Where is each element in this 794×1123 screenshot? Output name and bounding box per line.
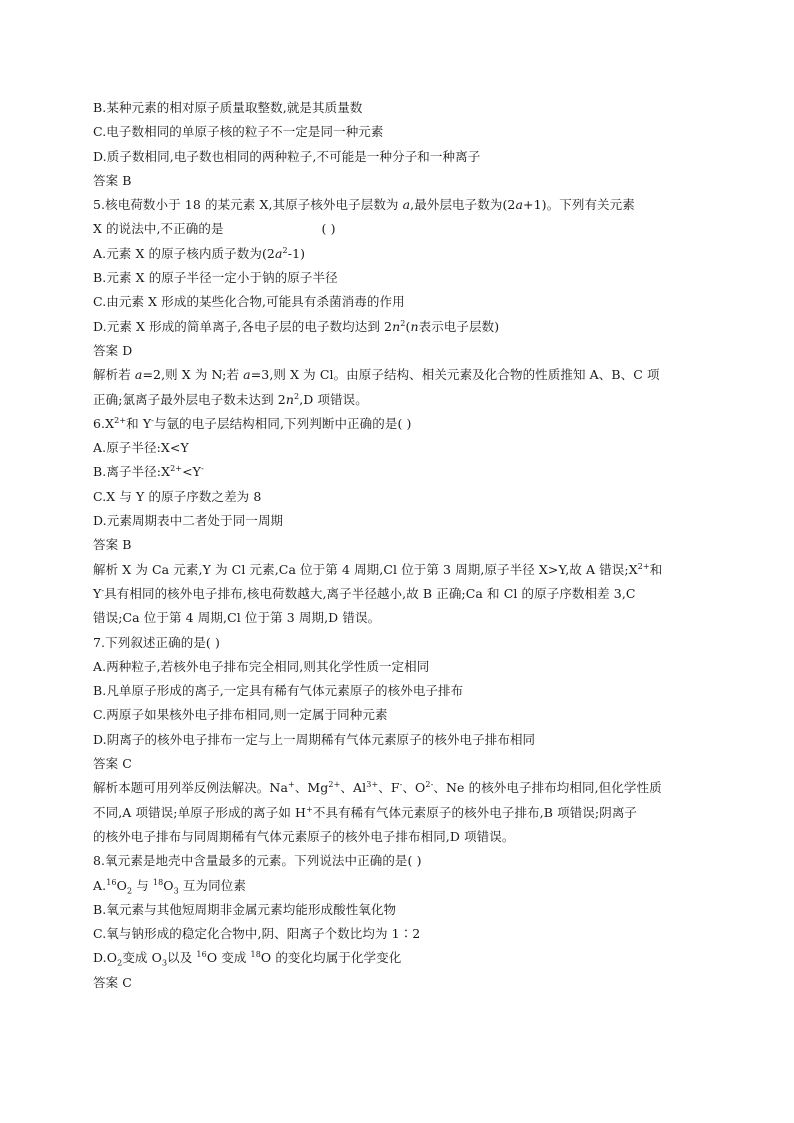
q6-option-d: D.元素周期表中二者处于同一周期 [93,513,284,529]
q7-al-charge: 3+ [366,780,379,790]
q6-y-charge: - [151,415,154,425]
q8-o16-mass: 16 [106,877,117,887]
q5-option-a-text: A.元素 X 的原子核内质子数为(2 [93,245,275,261]
q5-explain-exp: 2 [294,391,300,401]
q6-option-b [93,460,708,484]
q7-h-charge: + [306,804,313,814]
q5-option-a-post: -1) [287,245,306,261]
q8-option-d-text-4: O 变成 [206,950,251,966]
q6-explain-and: 和 [649,561,663,577]
q8-o3-symbol: O [163,877,174,893]
q8-option-a-post: 互为同位素 [178,877,246,893]
q5-option-a [93,242,708,266]
q5-option-d [93,315,708,339]
q5-stem-text: 5.核电荷数小于 18 的某元素 X,其原子核外电子层数为 [93,197,403,213]
q5-answer: 答案 D [93,342,133,358]
q8-option-d-text-5: O 的变化均属于化学变化 [260,950,402,966]
q7-mg-charge: 2+ [328,780,341,790]
q8-option-c: C.氧与钠形成的稳定化合物中,阴、阳离子个数比均为 1∶2 [93,926,421,942]
q6-stem-post: 与氩的电子层结构相同,下列判断中正确的是( ) [153,415,412,431]
q5-option-d-post: 表示电子层数) [418,318,500,334]
q8-o2-symbol: O [116,877,127,893]
q5-option-a-exp: 2 [282,245,288,255]
q5-stem-text-3: +1)。下列有关元素 [523,197,635,213]
q5-option-d-var: n [392,318,401,334]
q5-option-c: C.由元素 X 形成的某些化合物,可能具有杀菌消毒的作用 [93,294,405,310]
q5-stem-line2 [93,217,708,241]
q7-explain-mg: 、Mg [294,780,329,796]
q6-option-b-text: B.离子半径:X [93,464,171,480]
q6-explanation-2 [93,582,708,606]
q6-stem-mid: 和 Y [126,415,152,431]
q5-stem-line2-text: X 的说法中,不正确的是 [93,221,224,237]
q5-explain-text-4: 正确;氯离子最外层电子数未达到 2 [93,391,286,407]
q8-option-d-o16: 16 [196,950,207,960]
q7-explanation-1 [93,776,708,800]
q5-explain-var-3: n [285,391,294,407]
q8-answer: 答案 C [93,974,132,990]
q8-option-a [93,874,708,898]
q7-option-d: D.阴离子的核外电子排布一定与上一周期稀有气体元素原子的核外电子排布相同 [93,731,536,747]
q5-option-b: B.元素 X 的原子半径一定小于钠的原子半径 [93,270,338,286]
q5-option-d-paren: ( [405,318,411,334]
q6-explain-x-charge: 2+ [637,561,650,571]
q5-option-a-var: a [274,245,283,261]
q4-option-d: D.质子数相同,电子数也相同的两种粒子,不可能是一种分子和一种离子 [93,148,481,164]
q5-explain-text-3: =3,则 X 为 Cl。由原子结构、相关元素及化合物的性质推知 A、B、C 项 [250,367,660,383]
q7-explain-o: 、O [402,780,426,796]
q6-explain-y: Y [93,585,102,601]
q8-o3-sub: 3 [173,886,179,895]
q8-stem: 8.氧元素是地壳中含量最多的元素。下列说法中正确的是( ) [93,853,422,869]
q6-explanation-3: 错误;Ca 位于第 4 周期,Cl 位于第 3 周期,D 错误。 [93,610,381,626]
q8-o18-mass: 18 [152,877,164,887]
q7-option-c: C.两原子如果核外电子排布相同,则一定属于同种元素 [93,707,388,723]
q7-explain-text-4: 不具有稀有气体元素原子的核外电子排布,B 项错误;阴离子 [312,804,638,820]
q8-option-a-mid: 与 [132,877,153,893]
q7-na-charge: + [288,780,295,790]
q4-option-c: C.电子数相同的单原子核的粒子不一定是同一种元素 [93,124,384,140]
q8-option-b: B.氧元素与其他短周期非金属元素均能形成酸性氧化物 [93,901,397,917]
q7-stem: 7.下列叙述正确的是( ) [93,634,220,650]
q6-option-c: C.X 与 Y 的原子序数之差为 8 [93,488,262,504]
q6-explain-text-2: 具有相同的核外电子排布,核电荷数越大,离子半径越小,故 B 正确;Ca 和 Cl 的原子序数相差 3,C [104,585,636,601]
q6-option-b-y-charge: - [201,464,204,474]
q5-answer-blank: ( ) [321,221,336,237]
q6-explain-y-charge: - [101,585,105,595]
q8-option-d [93,946,708,970]
q8-option-d-sub3: 3 [161,958,168,968]
q6-stem-text: 6.X [93,415,115,431]
q8-option-d-text-3: 以及 [167,950,197,966]
q5-var-a-2: a [515,197,524,213]
q5-option-d-var-2: n [410,318,419,334]
q6-option-a: A.原子半径:X<Y [93,440,189,456]
q7-f-charge: - [399,780,403,790]
q8-option-d-text-2: 变成 O [122,950,162,966]
q8-option-d-sub2: 2 [117,958,123,968]
q7-o-charge: 2- [425,780,434,790]
q5-explain-text: 解析若 [93,367,135,383]
q5-option-d-exp: 2 [400,318,406,328]
q7-option-a: A.两种粒子,若核外电子排布完全相同,则其化学性质一定相同 [93,658,430,674]
q6-option-b-x-charge: 2+ [170,464,183,474]
q5-explain-var-2: a [243,367,251,383]
q6-explain-text: 解析 X 为 Ca 元素,Y 为 Cl 元素,Ca 位于第 4 周期,Cl 位于第 3 周期,原子半径 X>Y,故 A 错误;X [93,561,638,577]
q5-explain-var: a [134,367,143,383]
q7-explain-text-2: 、Ne 的核外电子排布均相同,但化学性质 [433,780,662,796]
document-page [93,96,708,995]
q4-option-b: B.某种元素的相对原子质量取整数,就是其质量数 [93,100,363,115]
q6-stem [93,412,708,436]
q5-stem-text-2: ,最外层电子数为(2 [410,197,516,213]
q5-explanation-2 [93,388,708,412]
q7-explanation-2 [93,801,708,825]
q5-explain-text-5: ,D 项错误。 [299,391,368,407]
q7-explain-text-3: 不同,A 项错误;单原子形成的离子如 H [93,804,307,820]
q8-option-d-o18: 18 [250,950,261,960]
q7-explain-f: 、F [378,780,400,796]
q6-option-b-mid: <Y [182,464,202,480]
q8-option-d-text: D.O [93,950,118,966]
q6-x-charge: 2+ [114,415,127,425]
q6-answer: 答案 B [93,537,132,553]
q7-option-b: B.凡单原子形成的离子,一定具有稀有气体元素原子的核外电子排布 [93,683,464,699]
q7-explanation-3: 的核外电子排布与同周期稀有气体元素原子的核外电子排布相同,D 项错误。 [93,828,515,844]
q5-stem [93,193,708,217]
q5-option-d-text: D.元素 X 形成的简单离子,各电子层的电子数均达到 2 [93,318,393,334]
q5-explain-text-2: =2,则 X 为 N;若 [142,367,244,383]
q6-explanation-1 [93,558,708,582]
q5-explanation-1 [93,363,708,387]
q8-option-a-text: A. [93,877,107,893]
q5-var-a: a [402,197,411,213]
q7-answer: 答案 C [93,756,132,772]
q7-explain-text: 解析本题可用列举反例法解决。Na [93,780,288,796]
q7-explain-al: 、Al [340,780,367,796]
q8-o2-sub: 2 [126,886,133,895]
q4-answer: 答案 B [93,172,132,188]
